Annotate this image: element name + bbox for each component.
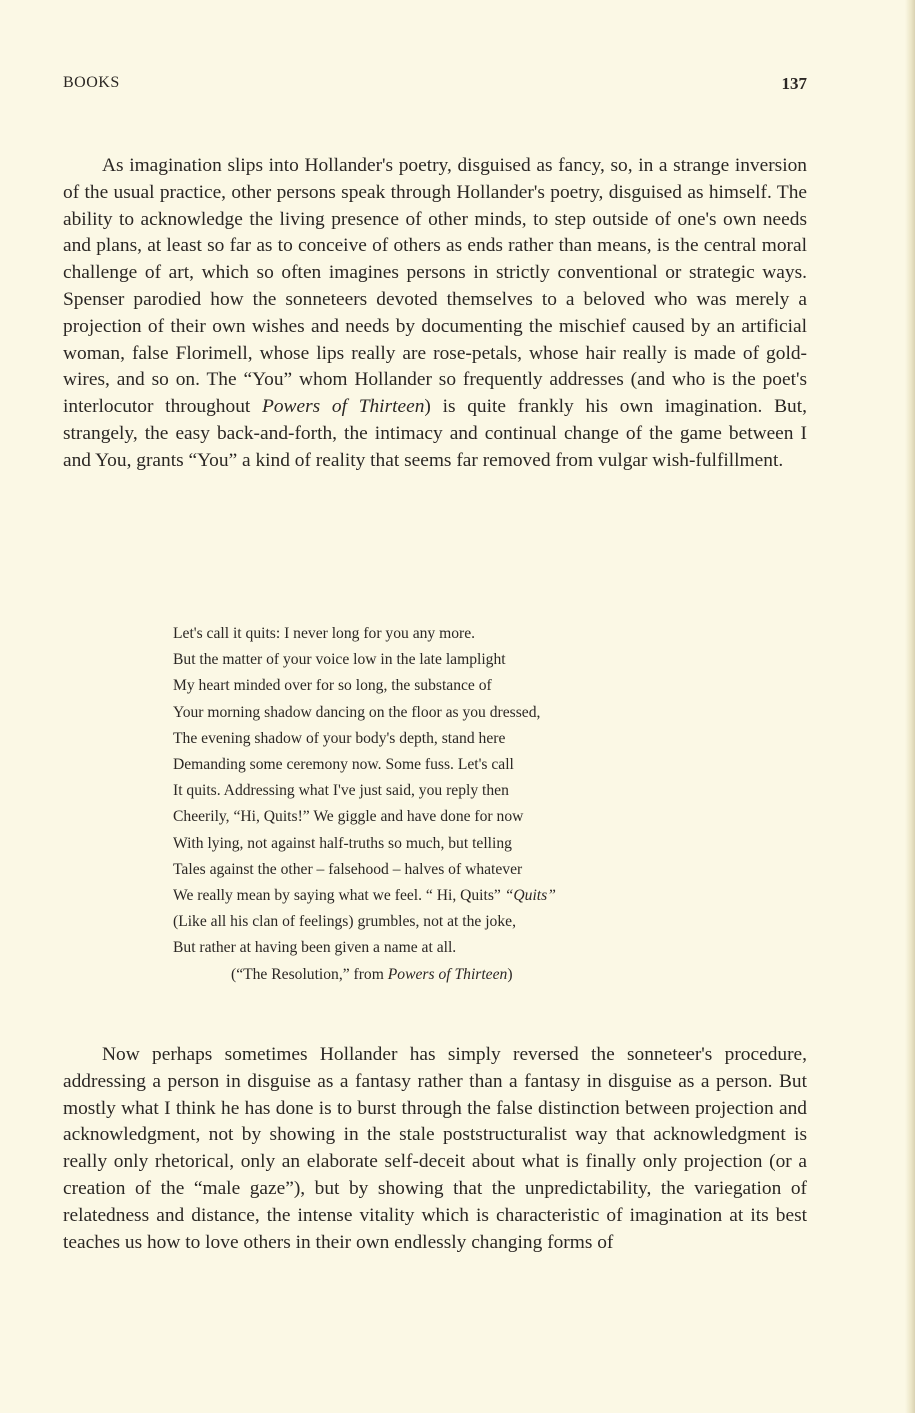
citation-suffix: )	[507, 965, 513, 983]
body-paragraph-1	[63, 153, 807, 475]
poem-line: With lying, not against half-truths so much, but telling	[173, 834, 512, 852]
page-number: 137	[781, 74, 807, 93]
poem-line: Tales against the other – falsehood – halves of whatever	[173, 860, 523, 878]
paragraph-text: Now perhaps sometimes Hollander has simply reversed the sonneteer's procedure, addressing a person in disguise as a fantasy rather than a fantasy in disguise as a person. But mostly what I think he has done is to burst through the false distinction between projection and acknowledgment, not by showing in the stale poststructuralist way that acknowledgment is really only rhetorical, only an elaborate self-deceit about what is finally only projection (or a creation of the “male gaze”), but by showing that the unpredictability, the variegation of relatedness and distance, the intense vitality which is characteristic of imagination at its best teaches us how to love others in their own endlessly changing forms of	[63, 1044, 807, 1253]
running-title: BOOKS	[63, 74, 120, 91]
running-head	[63, 74, 807, 98]
paragraph-text: ) is quite frankly his own imagination. But, strangely, the easy back-and-forth, the intimacy and continual change of the game between I and You, grants “You” a kind of reality that seems far removed from vulgar wish-fulfillment.	[63, 396, 807, 471]
poem-line: But rather at having been given a name at all.	[173, 939, 457, 957]
poem-line: It quits. Addressing what I've just said, you reply then	[173, 782, 509, 800]
book-title: Powers of Thirteen	[262, 396, 425, 418]
poem-line-italic: “Quits”	[504, 887, 556, 905]
poem-line: The evening shadow of your body's depth, stand here	[173, 729, 506, 747]
poem-line	[173, 883, 773, 909]
poem-line: My heart minded over for so long, the substance of	[173, 677, 492, 695]
poem-line: Demanding some ceremony now. Some fuss. Let's call	[173, 756, 514, 774]
citation-book-title: Powers of Thirteen	[387, 965, 508, 983]
poem-line: Your morning shadow dancing on the floor as you dressed,	[173, 703, 541, 721]
page-edge-shadow	[905, 0, 915, 1413]
poem-line: But the matter of your voice low in the late lamplight	[173, 651, 506, 669]
citation-prefix: (“The Resolution,” from	[231, 965, 388, 983]
body-paragraph-2	[63, 1042, 807, 1256]
poem-quotation	[173, 621, 773, 988]
poem-line-text: We really mean by saying what we feel. “ Hi, Quits”	[173, 887, 505, 905]
poem-citation	[173, 962, 773, 988]
paragraph-text: As imagination slips into Hollander's poetry, disguised as fancy, so, in a strange inversion of the usual practice, other persons speak through Hollander's poetry, disguised as himself. The ability to acknowledge the living presence of other minds, to step outside of one's own needs and plans, at least so far as to conceive of others as ends rather than means, is the central moral challenge of art, which so often imagines persons in strictly conventional or strategic ways. Spenser parodied how the sonneteers devoted themselves to a beloved who was merely a projection of their own wishes and needs by documenting the mischief caused by an artificial woman, false Florimell, whose lips really are rose-petals, whose hair really is made of gold-wires, and so on. The “You” whom Hollander so frequently addresses (and who is the poet's interlocutor throughout	[63, 155, 807, 418]
poem-line: Cheerily, “Hi, Quits!” We giggle and have done for now	[173, 808, 524, 826]
poem-line: Let's call it quits: I never long for you any more.	[173, 625, 476, 642]
poem-line: (Like all his clan of feelings) grumbles, not at the joke,	[173, 913, 516, 931]
